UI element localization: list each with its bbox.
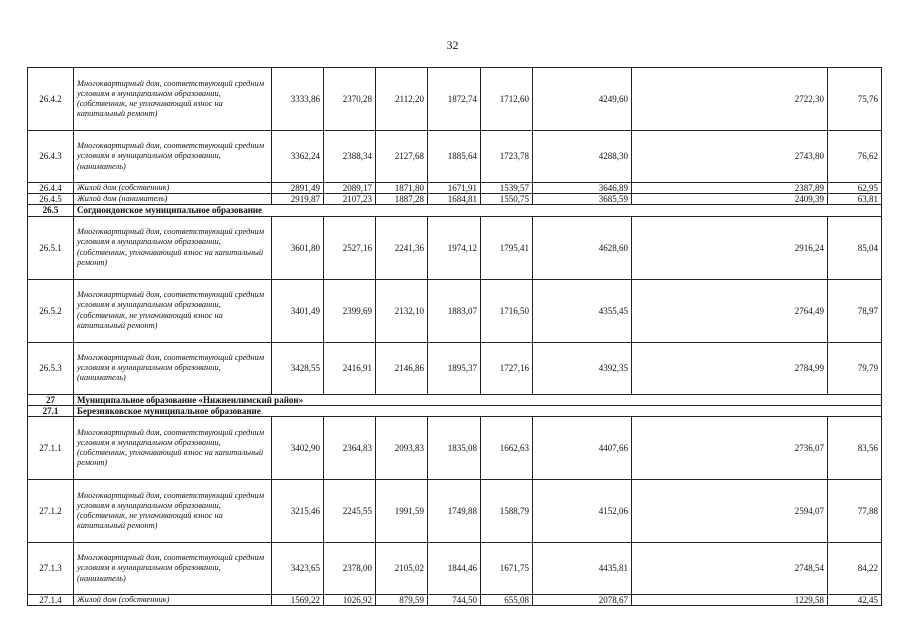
value-cell: 2388,34 xyxy=(324,131,376,183)
row-code: 26.5.3 xyxy=(28,342,74,394)
value-cell: 1885,64 xyxy=(428,131,481,183)
section-row xyxy=(28,394,882,405)
table-row xyxy=(28,194,882,205)
value-cell: 2387,89 xyxy=(632,183,828,194)
value-cell: 2594,07 xyxy=(632,480,828,543)
value-cell: 1229,58 xyxy=(632,595,828,606)
value-cell: 4355,45 xyxy=(533,279,632,342)
tariff-table xyxy=(27,67,882,606)
value-cell: 2245,55 xyxy=(324,480,376,543)
value-cell: 2409,39 xyxy=(632,194,828,205)
value-cell: 83,56 xyxy=(828,417,882,480)
value-cell: 79,79 xyxy=(828,342,882,394)
value-cell: 4152,06 xyxy=(533,480,632,543)
section-title: Муниципальное образование «Нижнеилимский район» xyxy=(74,394,882,405)
row-code: 26.4.2 xyxy=(28,68,74,131)
value-cell: 4435,81 xyxy=(533,543,632,595)
row-code: 26.4.3 xyxy=(28,131,74,183)
value-cell: 744,50 xyxy=(428,595,481,606)
value-cell: 2527,16 xyxy=(324,216,376,279)
table-row xyxy=(28,68,882,131)
value-cell: 2089,17 xyxy=(324,183,376,194)
row-name: Многоквартирный дом, соответствующий средним условиям в муниципальном образовании, (собственник, не уплачивающий взнос на капитальный ремонт) xyxy=(74,480,272,543)
table-row xyxy=(28,183,882,194)
row-code: 27.1 xyxy=(28,405,74,416)
value-cell: 2736,07 xyxy=(632,417,828,480)
value-cell: 1712,60 xyxy=(481,68,533,131)
row-code: 27.1.2 xyxy=(28,480,74,543)
value-cell: 2743,80 xyxy=(632,131,828,183)
value-cell: 2132,10 xyxy=(376,279,428,342)
value-cell: 2919,87 xyxy=(272,194,324,205)
row-name: Многоквартирный дом, соответствующий средним условиям в муниципальном образовании, (наниматель) xyxy=(74,342,272,394)
value-cell: 3362,24 xyxy=(272,131,324,183)
value-cell: 2241,36 xyxy=(376,216,428,279)
value-cell: 3333,86 xyxy=(272,68,324,131)
value-cell: 1716,50 xyxy=(481,279,533,342)
row-code: 27.1.3 xyxy=(28,543,74,595)
value-cell: 3428,55 xyxy=(272,342,324,394)
row-name: Жилой дом (собственник) xyxy=(74,595,272,606)
row-code: 27.1.1 xyxy=(28,417,74,480)
value-cell: 2748,54 xyxy=(632,543,828,595)
row-code: 26.5.1 xyxy=(28,216,74,279)
value-cell: 77,88 xyxy=(828,480,882,543)
page-number: 32 xyxy=(446,38,459,52)
section-title: Березняковское муниципальное образование xyxy=(74,405,882,416)
section-row xyxy=(28,405,882,416)
row-code: 26.5 xyxy=(28,205,74,216)
value-cell: 1871,80 xyxy=(376,183,428,194)
value-cell: 2105,02 xyxy=(376,543,428,595)
value-cell: 1872,74 xyxy=(428,68,481,131)
row-code: 27.1.4 xyxy=(28,595,74,606)
table-row xyxy=(28,480,882,543)
value-cell: 1662,63 xyxy=(481,417,533,480)
value-cell: 1026,92 xyxy=(324,595,376,606)
value-cell: 3685,59 xyxy=(533,194,632,205)
row-name: Жилой дом (наниматель) xyxy=(74,194,272,205)
value-cell: 2416,91 xyxy=(324,342,376,394)
value-cell: 1895,37 xyxy=(428,342,481,394)
value-cell: 62,95 xyxy=(828,183,882,194)
row-name: Многоквартирный дом, соответствующий средним условиям в муниципальном образовании, (собственник, не уплачивающий взнос на капитальный ремонт) xyxy=(74,68,272,131)
value-cell: 3402,90 xyxy=(272,417,324,480)
value-cell: 1974,12 xyxy=(428,216,481,279)
value-cell: 1795,41 xyxy=(481,216,533,279)
row-name: Многоквартирный дом, соответствующий средним условиям в муниципальном образовании, (собственник, уплачивающий взнос на капитальный ремонт) xyxy=(74,216,272,279)
value-cell: 655,08 xyxy=(481,595,533,606)
value-cell: 4288,30 xyxy=(533,131,632,183)
row-code: 26.5.2 xyxy=(28,279,74,342)
table-row xyxy=(28,342,882,394)
value-cell: 75,76 xyxy=(828,68,882,131)
table-row xyxy=(28,131,882,183)
table-row xyxy=(28,279,882,342)
section-title: Согдиондонское муниципальное образование xyxy=(74,205,882,216)
value-cell: 1991,59 xyxy=(376,480,428,543)
row-name: Многоквартирный дом, соответствующий средним условиям в муниципальном образовании, (собственник, уплачивающий взнос на капитальный ремонт) xyxy=(74,417,272,480)
value-cell: 1723,78 xyxy=(481,131,533,183)
table-row xyxy=(28,595,882,606)
table-row xyxy=(28,417,882,480)
value-cell: 4392,35 xyxy=(533,342,632,394)
value-cell: 1539,57 xyxy=(481,183,533,194)
value-cell: 3401,49 xyxy=(272,279,324,342)
value-cell: 4249,60 xyxy=(533,68,632,131)
value-cell: 2370,28 xyxy=(324,68,376,131)
value-cell: 76,62 xyxy=(828,131,882,183)
value-cell: 1883,07 xyxy=(428,279,481,342)
section-row xyxy=(28,205,882,216)
value-cell: 879,59 xyxy=(376,595,428,606)
value-cell: 1588,79 xyxy=(481,480,533,543)
value-cell: 2127,68 xyxy=(376,131,428,183)
value-cell: 2399,69 xyxy=(324,279,376,342)
value-cell: 2916,24 xyxy=(632,216,828,279)
value-cell: 4628,60 xyxy=(533,216,632,279)
value-cell: 3601,80 xyxy=(272,216,324,279)
value-cell: 2764,49 xyxy=(632,279,828,342)
value-cell: 3215,46 xyxy=(272,480,324,543)
value-cell: 78,97 xyxy=(828,279,882,342)
row-name: Жилой дом (собственник) xyxy=(74,183,272,194)
value-cell: 1671,91 xyxy=(428,183,481,194)
value-cell: 3423,65 xyxy=(272,543,324,595)
value-cell: 85,04 xyxy=(828,216,882,279)
row-code: 27 xyxy=(28,394,74,405)
value-cell: 1844,46 xyxy=(428,543,481,595)
row-name: Многоквартирный дом, соответствующий средним условиям в муниципальном образовании, (собственник, не уплачивающий взнос на капитальный ремонт) xyxy=(74,279,272,342)
value-cell: 2107,23 xyxy=(324,194,376,205)
value-cell: 1550,75 xyxy=(481,194,533,205)
value-cell: 2112,20 xyxy=(376,68,428,131)
value-cell: 2078,67 xyxy=(533,595,632,606)
value-cell: 2378,00 xyxy=(324,543,376,595)
table-row xyxy=(28,543,882,595)
value-cell: 63,81 xyxy=(828,194,882,205)
value-cell: 2093,83 xyxy=(376,417,428,480)
value-cell: 1671,75 xyxy=(481,543,533,595)
row-code: 26.4.5 xyxy=(28,194,74,205)
row-name: Многоквартирный дом, соответствующий средним условиям в муниципальном образовании, (наниматель) xyxy=(74,543,272,595)
value-cell: 1749,88 xyxy=(428,480,481,543)
value-cell: 4407,66 xyxy=(533,417,632,480)
value-cell: 1887,28 xyxy=(376,194,428,205)
value-cell: 1727,16 xyxy=(481,342,533,394)
row-code: 26.4.4 xyxy=(28,183,74,194)
value-cell: 42,45 xyxy=(828,595,882,606)
value-cell: 2784,99 xyxy=(632,342,828,394)
row-name: Многоквартирный дом, соответствующий средним условиям в муниципальном образовании, (наниматель) xyxy=(74,131,272,183)
value-cell: 84,22 xyxy=(828,543,882,595)
value-cell: 2364,83 xyxy=(324,417,376,480)
value-cell: 2722,30 xyxy=(632,68,828,131)
value-cell: 3646,89 xyxy=(533,183,632,194)
value-cell: 2891,49 xyxy=(272,183,324,194)
value-cell: 1569,22 xyxy=(272,595,324,606)
value-cell: 1835,08 xyxy=(428,417,481,480)
value-cell: 2146,86 xyxy=(376,342,428,394)
value-cell: 1684,81 xyxy=(428,194,481,205)
table-row xyxy=(28,216,882,279)
